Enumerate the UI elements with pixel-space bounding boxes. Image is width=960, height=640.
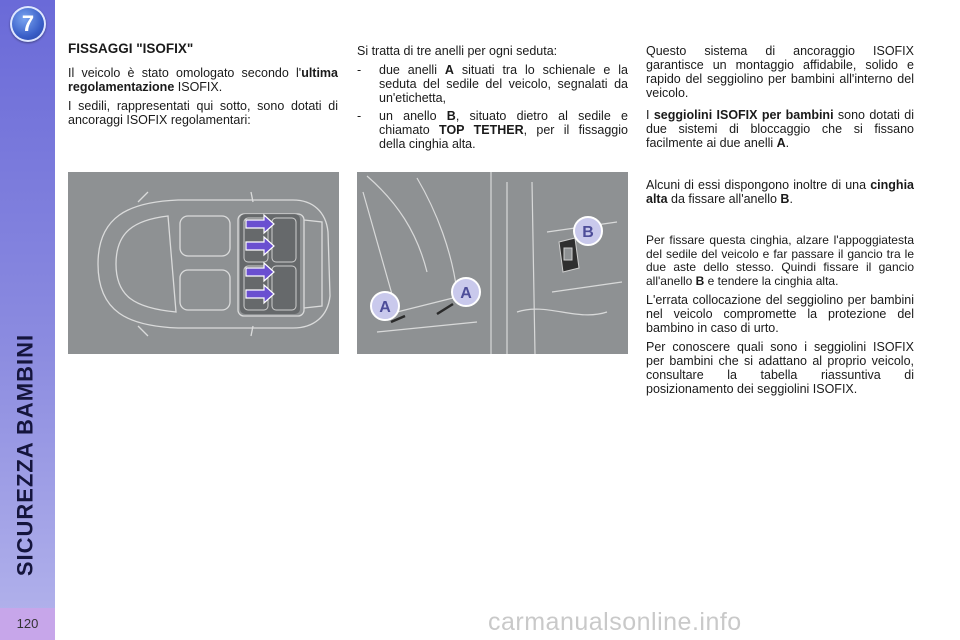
sidebar <box>0 0 55 640</box>
label-b <box>574 217 602 245</box>
paragraph-warning: L'errata collocazione del seggiolino per bambini nel veicolo compromette la protezione del bambino in caso di urto. <box>646 293 914 335</box>
paragraph-system: Questo sistema di ancoraggio ISOFIX garantisce un montaggio affidabile, solido e rapido del seggiolino per bambini all'interno del veicolo. <box>646 44 914 100</box>
svg-text:A: A <box>460 285 472 302</box>
label-a-left <box>371 292 399 320</box>
watermark: carmanualsonline.info <box>488 608 742 636</box>
car-top-view-illustration <box>68 172 339 354</box>
column-2 <box>357 44 628 155</box>
column-1 <box>68 42 338 132</box>
page-heading: FISSAGGI "ISOFIX" <box>68 41 194 56</box>
page-number: 120 <box>0 608 55 640</box>
isofix-rings-svg <box>357 172 628 354</box>
paragraph-child-seats: I seggiolini ISOFIX per bambini sono dotati di due sistemi di bloccaggio che si fissano facilmente ai due anelli A. <box>646 108 914 150</box>
paragraph-seats: I sedili, rappresentati qui sotto, sono dotati di ancoraggi ISOFIX regolamentari: <box>68 99 338 127</box>
rings-intro: Si tratta di tre anelli per ogni seduta: <box>357 44 558 58</box>
label-a-right <box>452 278 480 306</box>
paragraph-top-strap: Alcuni di essi dispongono inoltre di una cinghia alta da fissare all'anello B. <box>646 178 914 206</box>
isofix-rings-illustration <box>357 172 628 354</box>
car-top-view-svg <box>68 172 339 354</box>
svg-text:A: A <box>379 299 391 316</box>
column-3 <box>646 44 914 401</box>
list-item: - due anelli A situati tra lo schienale e la seduta del sedile del veicolo, segnalati da un'etichetta, <box>357 63 628 105</box>
paragraph-regulation: Il veicolo è stato omologato secondo l'ultima regolamentazione ISOFIX. <box>68 66 338 94</box>
chapter-badge: 7 <box>10 6 46 42</box>
section-title: SICUREZZA BAMBINI <box>12 333 38 577</box>
paragraph-strap-instructions: Per fissare questa cinghia, alzare l'appoggiatesta del sedile del veicolo e far passare il gancio tra le due aste dello stesso. Quindi fissare il gancio all'anello B e tendere la cinghia alta. <box>646 233 914 288</box>
svg-text:B: B <box>582 224 594 241</box>
paragraph-table-ref: Per conoscere quali sono i seggiolini ISOFIX per bambini che si adattano al proprio veicolo, consultare la tabella riassuntiva di posizionamento dei seggiolini ISOFIX. <box>646 340 914 396</box>
list-item: - un anello B, situato dietro al sedile e chiamato TOP TETHER, per il fissaggio della cinghia alta. <box>357 109 628 151</box>
ring-b <box>559 238 579 272</box>
